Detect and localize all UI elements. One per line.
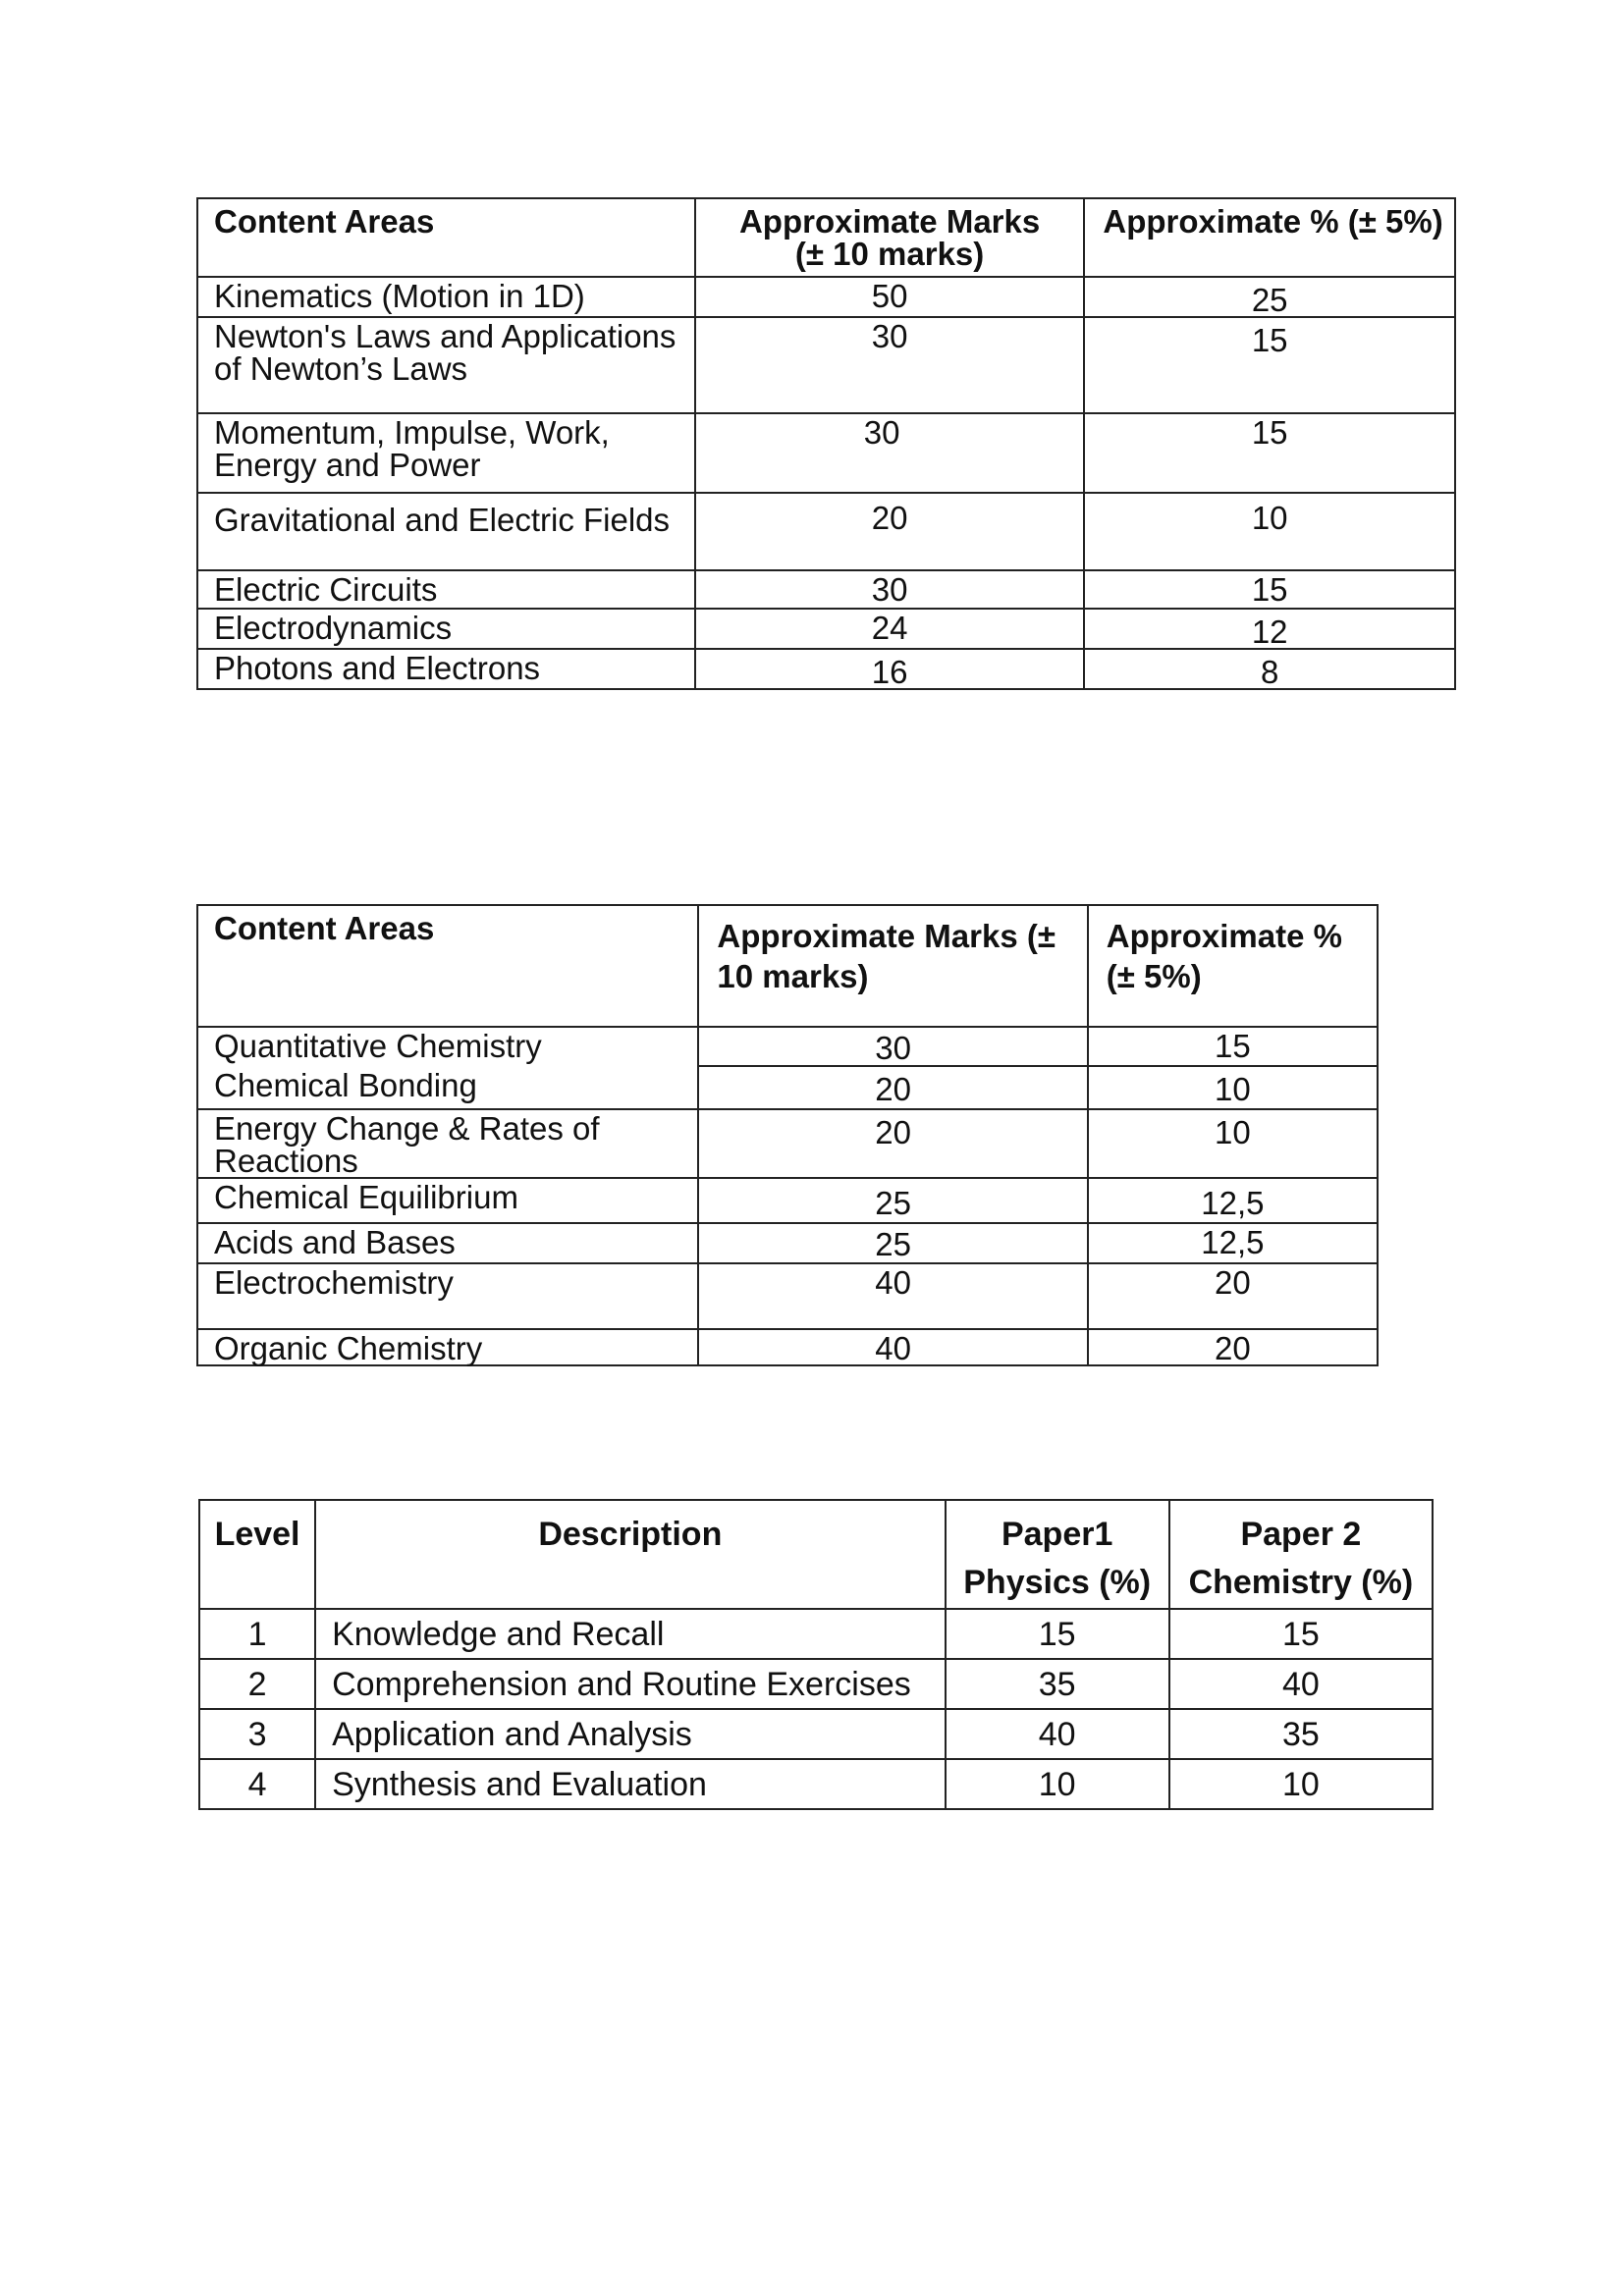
header-approx-percent: Approximate % (± 5%) [1084, 198, 1455, 277]
table-header-row [197, 198, 1455, 277]
paper1-cell: 10 [946, 1759, 1169, 1809]
content-area-cell: Electric Circuits [197, 570, 695, 609]
header-paper1: Paper1 Physics (%) [946, 1500, 1169, 1609]
description-cell: Application and Analysis [315, 1709, 946, 1759]
level-cell: 4 [199, 1759, 315, 1809]
table-row [199, 1609, 1433, 1659]
level-cell: 3 [199, 1709, 315, 1759]
content-area-cell: Chemical Bonding [197, 1066, 698, 1109]
content-area-cell: Electrochemistry [197, 1263, 698, 1329]
content-area-cell: Organic Chemistry [197, 1329, 698, 1365]
marks-cell: 30 [698, 1027, 1087, 1066]
content-area-cell: Momentum, Impulse, Work, Energy and Power [197, 413, 695, 493]
level-cell: 2 [199, 1659, 315, 1709]
content-area-cell: Energy Change & Rates of Reactions [197, 1109, 698, 1178]
table-row [199, 1709, 1433, 1759]
table-row [197, 413, 1455, 493]
marks-cell: 25 [698, 1178, 1087, 1223]
percent-cell: 15 [1084, 317, 1455, 413]
paper2-cell: 35 [1169, 1709, 1433, 1759]
percent-cell: 25 [1084, 277, 1455, 317]
header-content-areas: Content Areas [197, 905, 698, 1027]
header-approx-marks: Approximate Marks (± 10 marks) [698, 905, 1087, 1027]
table-row [197, 493, 1455, 570]
percent-cell: 10 [1084, 493, 1455, 570]
marks-cell: 40 [698, 1263, 1087, 1329]
content-area-cell: Gravitational and Electric Fields [197, 493, 695, 570]
header-description: Description [315, 1500, 946, 1609]
marks-cell: 30 [695, 413, 1085, 493]
percent-cell: 12 [1084, 609, 1455, 649]
marks-cell: 20 [698, 1066, 1087, 1109]
content-area-cell: Kinematics (Motion in 1D) [197, 277, 695, 317]
table-row [197, 1066, 1378, 1109]
marks-cell: 16 [695, 649, 1085, 689]
paper1-cell: 15 [946, 1609, 1169, 1659]
table-row [197, 1263, 1378, 1329]
table-row [197, 570, 1455, 609]
table-row [197, 649, 1455, 689]
paper2-cell: 10 [1169, 1759, 1433, 1809]
table-row [197, 1329, 1378, 1365]
table-header-row [199, 1500, 1433, 1609]
chemistry-content-table [196, 904, 1379, 1366]
percent-cell: 15 [1084, 570, 1455, 609]
percent-cell: 10 [1088, 1109, 1378, 1178]
table-header-row [197, 905, 1378, 1027]
table-row [197, 277, 1455, 317]
content-area-cell: Photons and Electrons [197, 649, 695, 689]
description-cell: Synthesis and Evaluation [315, 1759, 946, 1809]
header-level: Level [199, 1500, 315, 1609]
percent-cell: 12,5 [1088, 1178, 1378, 1223]
header-approx-percent: Approximate % (± 5%) [1088, 905, 1378, 1027]
header-content-areas: Content Areas [197, 198, 695, 277]
level-cell: 1 [199, 1609, 315, 1659]
content-area-cell: Electrodynamics [197, 609, 695, 649]
percent-cell: 10 [1088, 1066, 1378, 1109]
percent-cell: 20 [1088, 1329, 1378, 1365]
marks-cell: 20 [695, 493, 1085, 570]
content-area-cell: Acids and Bases [197, 1223, 698, 1263]
percent-cell: 20 [1088, 1263, 1378, 1329]
marks-cell: 24 [695, 609, 1085, 649]
physics-content-table [196, 197, 1456, 690]
marks-cell: 50 [695, 277, 1085, 317]
paper1-cell: 35 [946, 1659, 1169, 1709]
table-row [199, 1659, 1433, 1709]
content-area-cell: Newton's Laws and Applications of Newton’s Laws [197, 317, 695, 413]
table-row [197, 317, 1455, 413]
marks-cell: 40 [698, 1329, 1087, 1365]
content-area-cell: Quantitative Chemistry [197, 1027, 698, 1066]
table-row [197, 1178, 1378, 1223]
header-paper2: Paper 2 Chemistry (%) [1169, 1500, 1433, 1609]
percent-cell: 15 [1084, 413, 1455, 493]
table-row [199, 1759, 1433, 1809]
marks-cell: 25 [698, 1223, 1087, 1263]
marks-cell: 30 [695, 570, 1085, 609]
table-row [197, 1223, 1378, 1263]
paper2-cell: 40 [1169, 1659, 1433, 1709]
percent-cell: 15 [1088, 1027, 1378, 1066]
table-row [197, 1109, 1378, 1178]
marks-cell: 20 [698, 1109, 1087, 1178]
cognitive-levels-table [198, 1499, 1434, 1810]
header-approx-marks: Approximate Marks (± 10 marks) [695, 198, 1085, 277]
percent-cell: 8 [1084, 649, 1455, 689]
description-cell: Comprehension and Routine Exercises [315, 1659, 946, 1709]
table-row [197, 609, 1455, 649]
table-row [197, 1027, 1378, 1066]
paper1-cell: 40 [946, 1709, 1169, 1759]
paper2-cell: 15 [1169, 1609, 1433, 1659]
content-area-cell: Chemical Equilibrium [197, 1178, 698, 1223]
percent-cell: 12,5 [1088, 1223, 1378, 1263]
description-cell: Knowledge and Recall [315, 1609, 946, 1659]
marks-cell: 30 [695, 317, 1085, 413]
